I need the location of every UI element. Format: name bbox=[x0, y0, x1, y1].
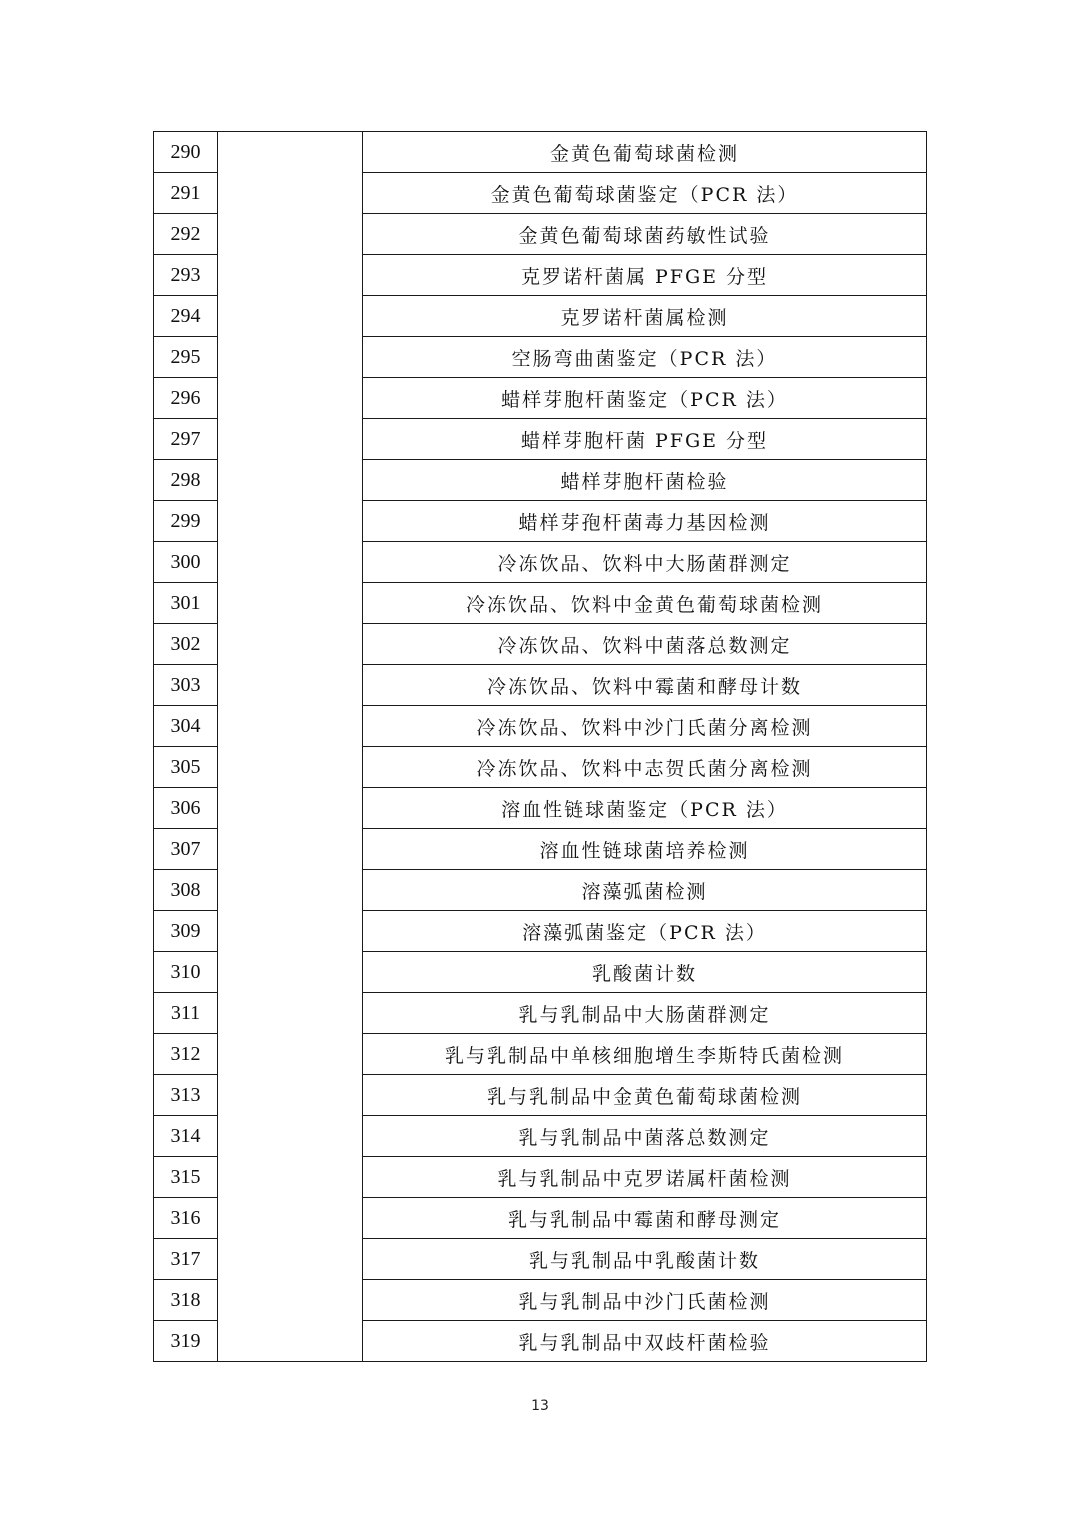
item-name-cell: 溶血性链球菌培养检测 bbox=[363, 829, 927, 870]
item-number-cell: 304 bbox=[154, 706, 218, 747]
item-name-cell: 溶藻弧菌鉴定（PCR 法） bbox=[363, 911, 927, 952]
item-number-cell: 298 bbox=[154, 460, 218, 501]
item-number-cell: 300 bbox=[154, 542, 218, 583]
item-name-cell: 乳与乳制品中金黄色葡萄球菌检测 bbox=[363, 1075, 927, 1116]
item-name-cell: 金黄色葡萄球菌药敏性试验 bbox=[363, 214, 927, 255]
item-name-cell: 蜡样芽胞杆菌 PFGE 分型 bbox=[363, 419, 927, 460]
item-number-cell: 311 bbox=[154, 993, 218, 1034]
item-number-cell: 297 bbox=[154, 419, 218, 460]
item-name-cell: 蜡样芽孢杆菌毒力基因检测 bbox=[363, 501, 927, 542]
item-name-cell: 乳与乳制品中大肠菌群测定 bbox=[363, 993, 927, 1034]
item-number-cell: 293 bbox=[154, 255, 218, 296]
item-number-cell: 290 bbox=[154, 132, 218, 173]
table-body bbox=[154, 132, 927, 1362]
item-name-cell: 冷冻饮品、饮料中沙门氏菌分离检测 bbox=[363, 706, 927, 747]
item-number-cell: 295 bbox=[154, 337, 218, 378]
item-number-cell: 317 bbox=[154, 1239, 218, 1280]
item-name-cell: 冷冻饮品、饮料中志贺氏菌分离检测 bbox=[363, 747, 927, 788]
item-number-cell: 308 bbox=[154, 870, 218, 911]
category-cell bbox=[218, 132, 363, 1362]
item-number-cell: 292 bbox=[154, 214, 218, 255]
item-number-cell: 307 bbox=[154, 829, 218, 870]
item-name-cell: 乳与乳制品中双歧杆菌检验 bbox=[363, 1321, 927, 1362]
item-number-cell: 309 bbox=[154, 911, 218, 952]
table-row bbox=[154, 132, 927, 173]
item-number-cell: 306 bbox=[154, 788, 218, 829]
page-number: 13 bbox=[531, 1398, 549, 1414]
item-name-cell: 蜡样芽胞杆菌鉴定（PCR 法） bbox=[363, 378, 927, 419]
item-number-cell: 314 bbox=[154, 1116, 218, 1157]
item-number-cell: 318 bbox=[154, 1280, 218, 1321]
item-number-cell: 312 bbox=[154, 1034, 218, 1075]
item-number-cell: 303 bbox=[154, 665, 218, 706]
item-name-cell: 克罗诺杆菌属检测 bbox=[363, 296, 927, 337]
item-number-cell: 316 bbox=[154, 1198, 218, 1239]
item-name-cell: 冷冻饮品、饮料中霉菌和酵母计数 bbox=[363, 665, 927, 706]
item-name-cell: 溶藻弧菌检测 bbox=[363, 870, 927, 911]
item-name-cell: 冷冻饮品、饮料中菌落总数测定 bbox=[363, 624, 927, 665]
item-number-cell: 299 bbox=[154, 501, 218, 542]
item-name-cell: 金黄色葡萄球菌鉴定（PCR 法） bbox=[363, 173, 927, 214]
item-number-cell: 294 bbox=[154, 296, 218, 337]
item-name-cell: 克罗诺杆菌属 PFGE 分型 bbox=[363, 255, 927, 296]
item-name-cell: 空肠弯曲菌鉴定（PCR 法） bbox=[363, 337, 927, 378]
item-number-cell: 319 bbox=[154, 1321, 218, 1362]
item-name-cell: 金黄色葡萄球菌检测 bbox=[363, 132, 927, 173]
item-name-cell: 乳与乳制品中单核细胞增生李斯特氏菌检测 bbox=[363, 1034, 927, 1075]
item-number-cell: 310 bbox=[154, 952, 218, 993]
item-name-cell: 溶血性链球菌鉴定（PCR 法） bbox=[363, 788, 927, 829]
item-number-cell: 291 bbox=[154, 173, 218, 214]
item-name-cell: 乳与乳制品中克罗诺属杆菌检测 bbox=[363, 1157, 927, 1198]
item-name-cell: 乳与乳制品中霉菌和酵母测定 bbox=[363, 1198, 927, 1239]
item-name-cell: 冷冻饮品、饮料中大肠菌群测定 bbox=[363, 542, 927, 583]
test-items-table bbox=[153, 131, 927, 1362]
item-number-cell: 313 bbox=[154, 1075, 218, 1116]
item-name-cell: 乳与乳制品中乳酸菌计数 bbox=[363, 1239, 927, 1280]
item-number-cell: 296 bbox=[154, 378, 218, 419]
item-name-cell: 冷冻饮品、饮料中金黄色葡萄球菌检测 bbox=[363, 583, 927, 624]
item-name-cell: 蜡样芽胞杆菌检验 bbox=[363, 460, 927, 501]
item-number-cell: 301 bbox=[154, 583, 218, 624]
item-name-cell: 乳酸菌计数 bbox=[363, 952, 927, 993]
item-number-cell: 305 bbox=[154, 747, 218, 788]
item-name-cell: 乳与乳制品中菌落总数测定 bbox=[363, 1116, 927, 1157]
item-name-cell: 乳与乳制品中沙门氏菌检测 bbox=[363, 1280, 927, 1321]
item-number-cell: 302 bbox=[154, 624, 218, 665]
item-number-cell: 315 bbox=[154, 1157, 218, 1198]
